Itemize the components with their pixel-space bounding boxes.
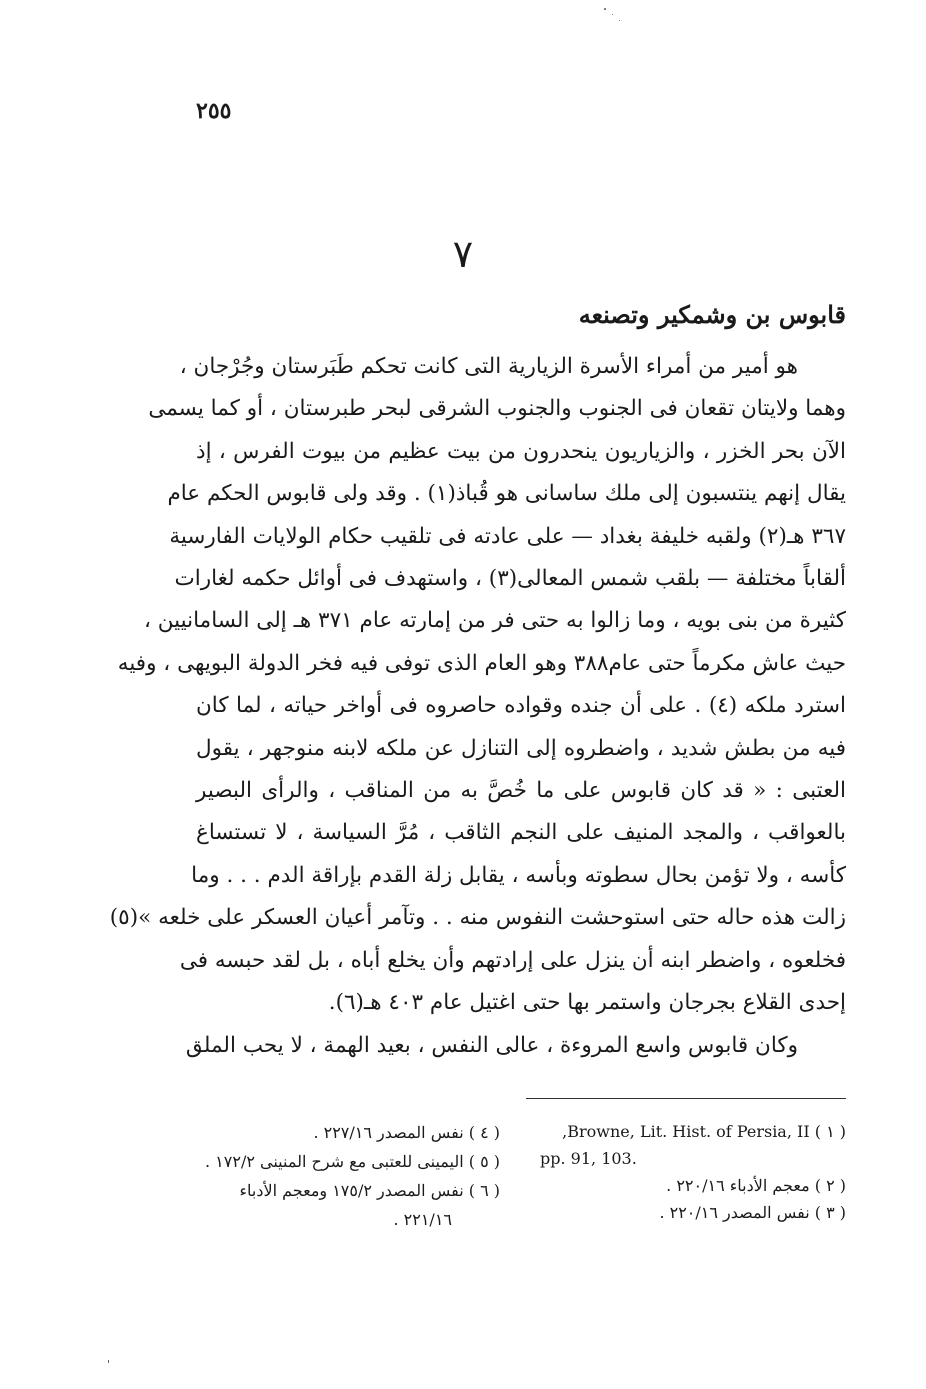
body-line: كثيرة من بنى بويه ، وما زالوا به حتى فر من إمارته عام ٣٧١ هـ إلى السامانيين ،: [144, 608, 846, 634]
body-line: ألقاباً مختلفة — بلقب شمس المعالى(٣) ، واستهدف فى أوائل حكمه لغارات: [174, 566, 846, 592]
footnote-1: ( ١ ) Browne, Lit. Hist. of Persia, II,: [562, 1122, 846, 1141]
body-line: فخلعوه ، واضطر ابنه أن ينزل على إرادتهم وأن يخلع أباه ، بل لقد حبسه فى: [179, 947, 846, 973]
scan-speck: [612, 14, 613, 15]
body-line: وهما ولايتان تقعان فى الجنوب والجنوب الشرقى لبحر طبرستان ، أو كما يسمى: [148, 396, 846, 422]
body-line: العتبى : « قد كان قابوس على ما خُصَّ به من المناقب ، والرأى البصير: [196, 778, 846, 804]
body-text: [109, 346, 846, 1067]
chapter-number: ٧: [452, 232, 474, 276]
footnote-6: ( ٦ ) نفس المصدر ١٧٥/٢ ومعجم الأدباء: [239, 1181, 500, 1200]
section-title: قابوس بن وشمكير وتصنعه: [578, 300, 846, 329]
footnote-divider: [526, 1098, 846, 1099]
footnote-4: ( ٤ ) نفس المصدر ٢٢٧/١٦ .: [313, 1123, 500, 1142]
body-line: حيث عاش مكرماً حتى عام٣٨٨ وهو العام الذى توفى فيه فخر الدولة البويهى ، وفيه: [117, 650, 846, 676]
scan-speck: [619, 20, 620, 21]
footnote-6-continued: ٢٢١/١٦ .: [393, 1210, 452, 1229]
footnote-3: ( ٣ ) نفس المصدر ٢٢٠/١٦ .: [659, 1203, 846, 1222]
body-line: الآن بحر الخزر ، والزياريون ينحدرون من بيت عظيم من بيوت الفرس ، إذ: [196, 438, 846, 464]
body-line: هو أمير من أمراء الأسرة الزيارية التى كانت تحكم طَبَرستان وجُرْجان ،: [179, 354, 798, 379]
body-line: إحدى القلاع بجرجان واستمر بها حتى اغتيل عام ٤٠٣ هـ(٦).: [328, 990, 846, 1016]
footnotes-right-column: [520, 1118, 846, 1226]
scan-speck: [108, 1360, 109, 1363]
body-line: ٣٦٧ هـ(٢) ولقبه خليفة بغداد — على عادته فى تلقيب حكام الولايات الفارسية: [169, 523, 846, 549]
page-number: ٢٥٥: [196, 98, 232, 124]
body-line: وكان قابوس واسع المروءة ، عالى النفس ، بعيد الهمة ، لا يحب الملق: [185, 1032, 798, 1058]
scan-speck: [604, 8, 606, 10]
body-line: زالت هذه حاله حتى استوحشت النفوس منه . . وتآمر أعيان العسكر على خلعه »(٥): [109, 905, 846, 931]
body-line: فيه من بطش شديد ، واضطروه إلى التنازل عن ملكه لابنه منوجهر ، يقول: [196, 735, 846, 761]
body-line: كأسه ، ولا تؤمن بحال سطوته وبأسه ، يقابل زلة القدم بإراقة الدم . . . وما: [191, 862, 846, 888]
footnote-1-continued: pp. 91, 103.: [540, 1149, 637, 1168]
footnotes-left-column: [160, 1118, 500, 1234]
body-line: بالعواقب ، والمجد المنيف على النجم الثاقب ، مُرَّ السياسة ، لا تستساغ: [196, 820, 846, 846]
body-line: استرد ملكه (٤) . على أن جنده وقواده حاصروه فى أواخر حياته ، لما كان: [196, 693, 846, 719]
footnote-5: ( ٥ ) اليمينى للعتبى مع شرح المنينى ١٧٢/٢ .: [204, 1152, 500, 1171]
footnote-2: ( ٢ ) معجم الأدباء ٢٢٠/١٦ .: [666, 1176, 846, 1195]
body-line: يقال إنهم ينتسبون إلى ملك ساسانى هو قُباذ(١) . وقد ولى قابوس الحكم عام: [167, 481, 846, 507]
